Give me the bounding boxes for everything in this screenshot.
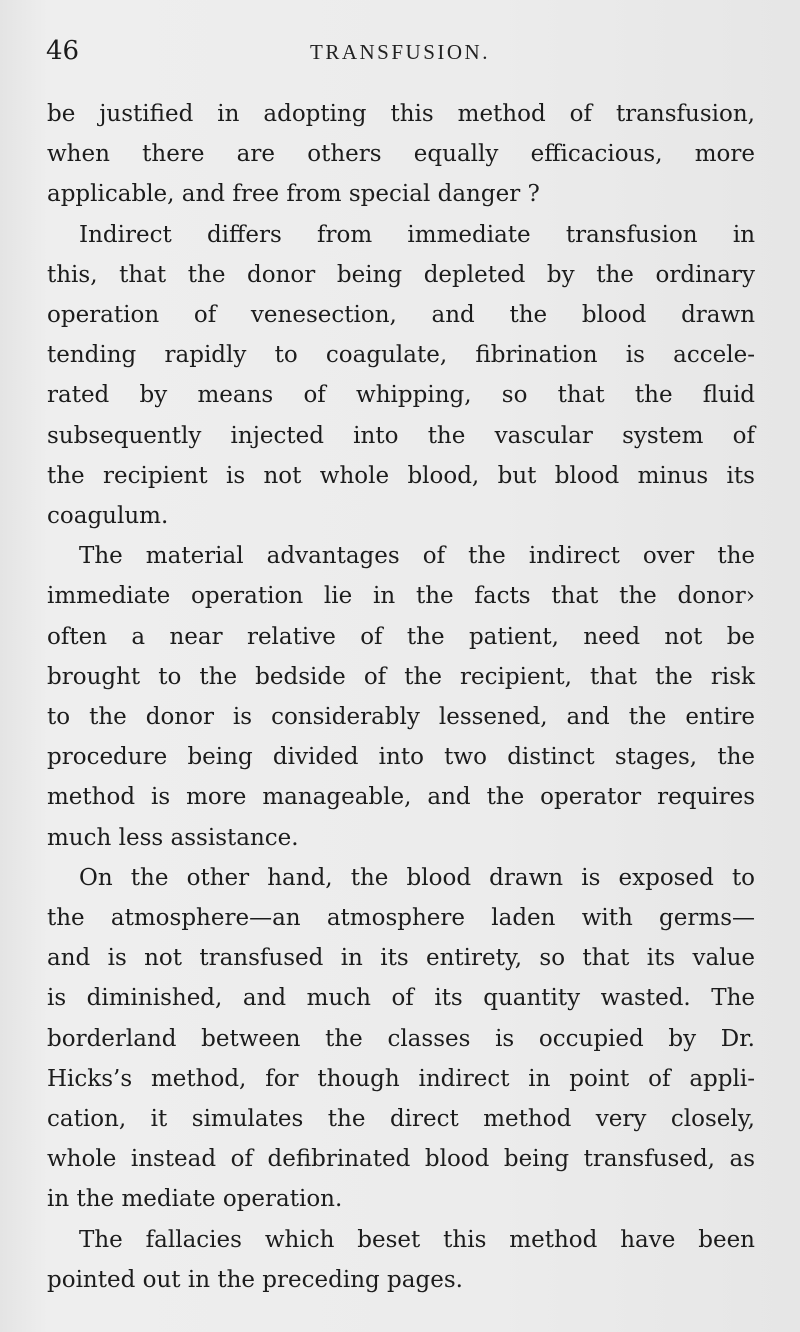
text-line: often a near relative of the patient, need not be [47, 623, 756, 650]
page-header [46, 36, 754, 76]
text-line: this, that the donor being depleted by the ordinary [47, 261, 755, 288]
text-line: On the other hand, the blood drawn is exposed to [79, 864, 756, 891]
text-line: immediate operation lie in the facts that the donor› [47, 583, 755, 610]
text-line: The material advantages of the indirect over the [79, 543, 756, 570]
paragraph [47, 94, 755, 215]
text-line: cation, it simulates the direct method very closely, [47, 1106, 755, 1133]
text-line: applicable, and free from special danger ? [47, 181, 540, 208]
text-line: the recipient is not whole blood, but blood minus its [47, 462, 755, 489]
text-line: Indirect differs from immediate transfusion in [79, 221, 756, 248]
text-line: much less assistance. [47, 824, 299, 851]
text-line: to the donor is considerably lessened, and the entire [47, 704, 755, 731]
text-line: tending rapidly to coagulate, fibrination is accele- [47, 342, 756, 369]
text-line: when there are others equally efficacious, more [47, 141, 756, 168]
text-line: whole instead of defibrinated blood being transfused, as [47, 1146, 756, 1173]
text-line: The fallacies which beset this method have been [79, 1226, 755, 1253]
paragraph [47, 1220, 755, 1300]
running-head: TRANSFUSION. [310, 40, 490, 64]
text-line: brought to the bedside of the recipient, that the risk [47, 663, 755, 690]
text-line: coagulum. [47, 503, 169, 530]
text-line: rated by means of whipping, so that the fluid [47, 382, 756, 409]
paragraph [47, 858, 755, 1220]
text-line: be justified in adopting this method of transfusion, [47, 101, 755, 127]
text-line: and is not transfused in its entirety, so that its value [47, 945, 755, 972]
text-line: borderland between the classes is occupied by Dr. [47, 1025, 755, 1052]
body-text [47, 94, 755, 1300]
paragraph [47, 536, 755, 858]
paragraph [47, 215, 755, 537]
text-line: Hicks’s method, for though indirect in point of appli- [47, 1065, 755, 1092]
text-line: procedure being divided into two distinct stages, the [47, 744, 755, 771]
page-number: 46 [46, 36, 80, 66]
text-line: in the mediate operation. [47, 1186, 343, 1213]
text-line: operation of venesection, and the blood drawn [47, 302, 756, 329]
text-line: method is more manageable, and the operator requires [47, 784, 756, 811]
text-line: pointed out in the preceding pages. [47, 1266, 463, 1293]
text-line: the atmosphere—an atmosphere laden with germs— [47, 905, 755, 932]
text-line: is diminished, and much of its quantity wasted. The [47, 985, 756, 1012]
text-line: subsequently injected into the vascular system of [47, 422, 755, 449]
